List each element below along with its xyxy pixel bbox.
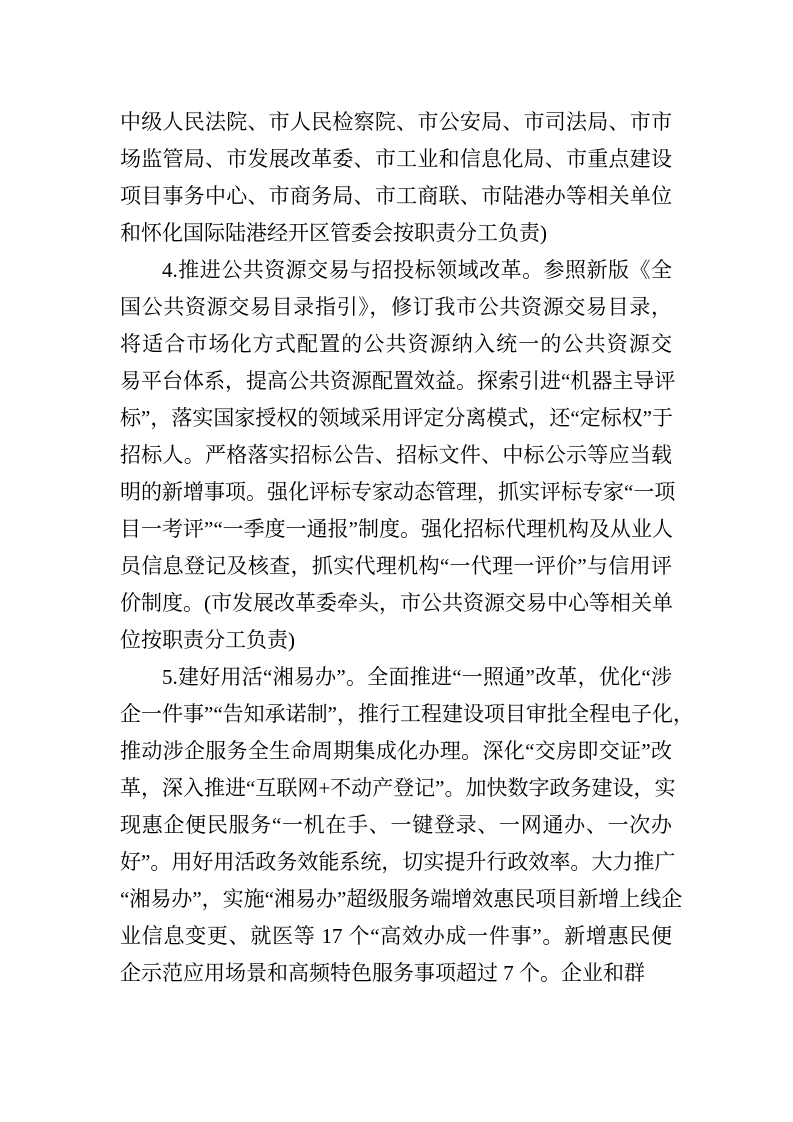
text-line: 将适合市场化方式配置的公共资源纳入统一的公共资源交 [120,332,672,356]
text-line: 国公共资源交易目录指引》，修订我市公共资源交易目录， [120,295,672,319]
text-line: 推动涉企服务全生命周期集成化办理。深化“交房即交证”改 [120,739,672,763]
text-line: 企一件事”“告知承诺制”，推行工程建设项目审批全程电子化， [120,702,694,726]
text-line: 中级人民法院、市人民检察院、市公安局、市司法局、市市 [120,110,672,134]
text-line: 业信息变更、就医等 17 个“高效办成一件事”。新增惠民便 [120,924,672,948]
document-body [120,104,694,992]
text-line: 目一考评”“一季度一通报”制度。强化招标代理机构及从业人 [120,517,673,541]
text-line: 4.推进公共资源交易与招投标领域改革。参照新版《全 [162,258,672,282]
text-line: 5.建好用活“湘易办”。全面推进“一照通”改革，优化“涉 [162,665,672,689]
text-line: 项目事务中心、市商务局、市工商联、市陆港办等相关单位 [120,184,672,208]
paragraph [120,104,672,252]
text-line: “湘易办”，实施“湘易办”超级服务端增效惠民项目新增上线企 [120,887,683,911]
text-line: 和怀化国际陆港经开区管委会按职责分工负责) [120,221,547,245]
text-line: 员信息登记及核查，抓实代理机构“一代理一评价”与信用评 [120,554,672,578]
text-line: 现惠企便民服务“一机在手、一键登录、一网通办、一次办 [120,813,672,837]
text-line: 价制度。(市发展改革委牵头，市公共资源交易中心等相关单 [120,591,673,615]
text-line: 招标人。严格落实招标公告、招标文件、中标公示等应当载 [120,443,672,467]
text-line: 革，深入推进“互联网+不动产登记”。加快数字政务建设，实 [120,776,676,800]
text-line: 明的新增事项。强化评标专家动态管理，抓实评标专家“一项 [120,480,676,504]
text-line: 场监管局、市发展改革委、市工业和信息化局、市重点建设 [120,147,672,171]
paragraph [120,659,694,992]
paragraph [120,252,676,659]
text-line: 标”，落实国家授权的领域采用评定分离模式，还“定标权”于 [120,406,673,430]
text-line: 企示范应用场景和高频特色服务事项超过 7 个。企业和群 [120,961,645,985]
text-line: 好”。用好用活政务效能系统，切实提升行政效率。大力推广 [120,850,676,874]
text-line: 易平台体系，提高公共资源配置效益。探索引进“机器主导评 [120,369,676,393]
text-line: 位按职责分工负责) [120,628,295,652]
